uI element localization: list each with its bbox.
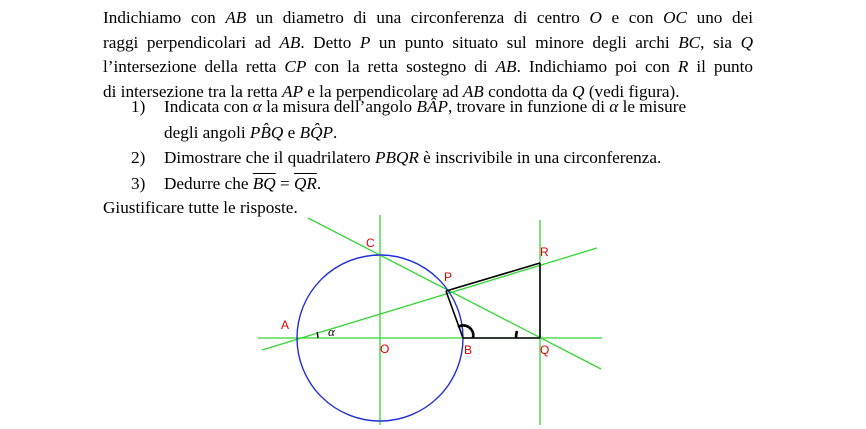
label-o: O bbox=[380, 342, 390, 356]
line-ap bbox=[262, 248, 597, 350]
statement-line-4: di intersezione tra la retta AP e la perpendicolare ad AB condotta da Q (vedi figura). bbox=[103, 81, 680, 101]
segment-pb bbox=[446, 291, 463, 338]
label-r: R bbox=[540, 245, 549, 259]
label-a: A bbox=[281, 318, 290, 332]
question-1: 1) Indicata con α la misura dell’angolo BÂP, trovare in funzione di α le misure bbox=[131, 97, 687, 116]
angle-q-arc bbox=[516, 331, 517, 338]
label-p: P bbox=[444, 270, 453, 284]
question-2-number: 2) bbox=[131, 148, 146, 167]
question-3: 3) Dedurre che $\overline{BQ} = \overline{QR}$. bbox=[131, 174, 322, 193]
label-alpha: α bbox=[328, 324, 335, 339]
question-3-number: 3) bbox=[131, 174, 146, 193]
question-1-continued: degli angoli PB̂Q e BQ̂P. bbox=[164, 123, 338, 142]
statement-line-2: raggi perpendicolari ad AB. Detto P un punto situato sul minore degli archi BC, sia Q bbox=[103, 32, 754, 52]
statement-line-1: Indichiamo con AB un diametro di una circonferenza di centro O e con OC uno dei bbox=[103, 8, 754, 27]
label-q: Q bbox=[540, 343, 550, 357]
footer-instruction: Giustificare tutte le risposte. bbox=[103, 198, 298, 217]
label-c: C bbox=[366, 236, 375, 250]
question-2: 2) Dimostrare che il quadrilatero PBQR è inscrivibile in una circonferenza. bbox=[131, 148, 662, 167]
question-1-number: 1) bbox=[131, 97, 146, 116]
angle-alpha-arc bbox=[317, 332, 318, 338]
label-b: B bbox=[464, 343, 473, 357]
statement-line-3: l’intersezione della retta CP con la retta sostegno di AB. Indichiamo poi con R il punto bbox=[103, 57, 754, 76]
line-cp bbox=[308, 218, 601, 369]
segment-pr bbox=[446, 263, 540, 291]
